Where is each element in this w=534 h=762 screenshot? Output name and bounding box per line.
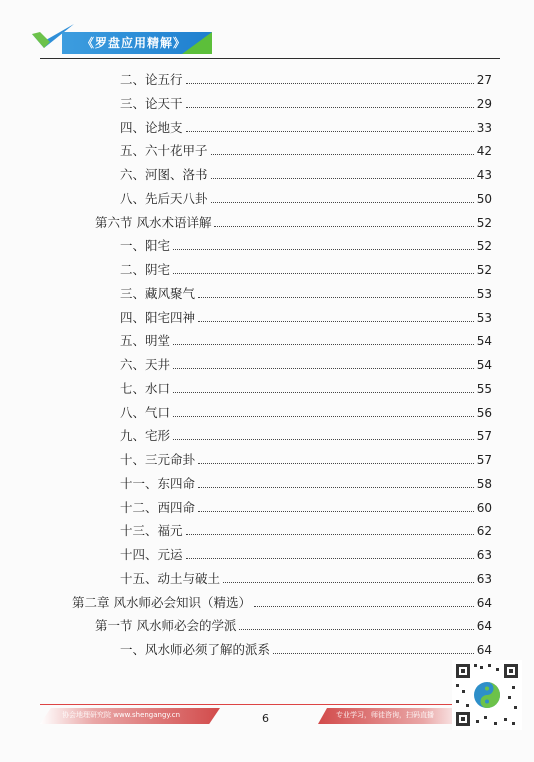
- toc-entry[interactable]: [120, 375, 492, 397]
- dot-leader: [214, 225, 473, 227]
- dot-leader: [198, 296, 474, 298]
- toc-entry-page: 64: [476, 595, 492, 610]
- toc-entry-page: 53: [476, 310, 492, 325]
- dot-leader: [239, 628, 473, 630]
- toc-entry[interactable]: [120, 351, 492, 373]
- dot-leader: [273, 652, 474, 654]
- toc-entry-page: 63: [476, 571, 492, 586]
- toc-entry[interactable]: [120, 90, 492, 112]
- toc-entry-label: 十四、元运: [120, 547, 183, 562]
- toc-entry-label: 一、风水师必须了解的派系: [120, 642, 271, 657]
- qr-code-icon[interactable]: [452, 660, 522, 730]
- toc-entry-page: 62: [476, 524, 492, 539]
- toc-entry-page: 57: [476, 429, 492, 444]
- dot-leader: [173, 343, 474, 345]
- toc-entry-page: 52: [476, 239, 492, 254]
- toc-entry-label: 八、气口: [120, 404, 171, 420]
- toc-entry-page: 58: [476, 476, 492, 491]
- dot-leader: [186, 557, 474, 559]
- dot-leader: [186, 82, 474, 84]
- toc-entry-page: 64: [476, 643, 492, 657]
- toc-entry-page: 43: [476, 168, 492, 182]
- toc-entry[interactable]: [120, 185, 492, 207]
- dot-leader: [198, 486, 474, 488]
- toc-entry-label: 五、明堂: [120, 333, 171, 349]
- toc-entry-label: 第二章 风水师必会知识（精选）: [72, 594, 251, 610]
- toc-entry-page: 60: [476, 500, 492, 515]
- footer-right-text: 专业学习，师徒咨询，扫码直播: [336, 711, 434, 719]
- toc-entry-label: 第六节 风水术语详解: [95, 214, 212, 230]
- toc-entry-page: 42: [476, 144, 492, 159]
- dot-leader: [173, 248, 474, 250]
- dot-leader: [254, 605, 474, 607]
- toc-entry-label: 十五、动土与破土: [120, 570, 221, 586]
- book-title: 《罗盘应用精解》: [82, 36, 187, 50]
- toc-entry-label: 三、论天干: [120, 95, 183, 111]
- toc-entry[interactable]: [120, 565, 492, 587]
- dot-leader: [211, 201, 474, 203]
- toc-entry-label: 六、天井: [120, 357, 171, 372]
- dot-leader: [173, 367, 474, 369]
- dot-leader: [198, 320, 474, 322]
- toc-entry[interactable]: [120, 636, 492, 658]
- toc-entry[interactable]: [120, 66, 492, 88]
- footer-divider: [40, 704, 460, 705]
- toc-entry[interactable]: [120, 232, 492, 254]
- toc-entry[interactable]: [120, 517, 492, 539]
- toc-entry-page: 55: [476, 381, 492, 396]
- toc-entry[interactable]: [72, 589, 492, 611]
- toc-entry-label: 四、论地支: [120, 119, 183, 135]
- toc-entry-label: 二、论五行: [120, 72, 183, 87]
- toc-entry-label: 九、宅形: [120, 428, 171, 444]
- toc-entry-page: 52: [476, 263, 492, 277]
- toc-entry-label: 八、先后天八卦: [120, 190, 208, 206]
- toc-entry-label: 三、藏风聚气: [120, 285, 196, 301]
- toc-entry-page: 64: [476, 619, 492, 634]
- toc-entry-page: 27: [476, 73, 492, 87]
- toc-entry-page: 33: [476, 120, 492, 135]
- page-number: 6: [262, 712, 269, 725]
- dot-leader: [173, 415, 474, 417]
- dot-leader: [211, 177, 474, 179]
- toc-entry[interactable]: [120, 446, 492, 468]
- page-header: [0, 0, 534, 60]
- toc-entry[interactable]: [120, 280, 492, 302]
- toc-entry[interactable]: [120, 161, 492, 183]
- dot-leader: [198, 510, 474, 512]
- toc-entry[interactable]: [95, 612, 492, 634]
- toc-entry-label: 七、水口: [120, 380, 171, 396]
- toc-entry[interactable]: [120, 494, 492, 516]
- dot-leader: [173, 391, 474, 393]
- dot-leader: [186, 130, 474, 132]
- toc-entry-page: 57: [476, 453, 492, 467]
- toc-entry-label: 四、阳宅四神: [120, 309, 196, 325]
- dot-leader: [211, 153, 474, 155]
- toc-entry-label: 第一节 风水师必会的学派: [95, 618, 237, 634]
- header-divider: [40, 58, 500, 59]
- toc-entry-label: 十三、福元: [120, 523, 183, 539]
- toc-entry-page: 50: [476, 191, 492, 206]
- toc-entry-label: 六、河图、洛书: [120, 167, 208, 182]
- dot-leader: [198, 462, 474, 464]
- toc-entry[interactable]: [120, 327, 492, 349]
- footer-left-text: 协会地理研究院 www.shengangy.cn: [62, 711, 181, 719]
- toc-entry-page: 63: [476, 548, 492, 562]
- toc-entry-label: 十二、西四命: [120, 499, 196, 515]
- toc-entry[interactable]: [120, 304, 492, 326]
- dot-leader: [223, 581, 474, 583]
- dot-leader: [173, 272, 474, 274]
- toc-entry[interactable]: [120, 541, 492, 563]
- toc-entry[interactable]: [120, 470, 492, 492]
- toc-entry-page: 56: [476, 405, 492, 420]
- dot-leader: [186, 106, 474, 108]
- toc-entry-label: 十、三元命卦: [120, 452, 196, 467]
- toc-entry[interactable]: [120, 137, 492, 159]
- toc-entry[interactable]: [95, 209, 492, 231]
- toc-entry-label: 二、阴宅: [120, 262, 171, 277]
- toc-entry-page: 53: [476, 286, 492, 301]
- toc-entry-page: 54: [476, 358, 492, 372]
- toc-entry-page: 54: [476, 334, 492, 349]
- toc-entry-label: 一、阳宅: [120, 238, 171, 254]
- toc-entry[interactable]: [120, 422, 492, 444]
- toc-entry[interactable]: [120, 399, 492, 421]
- toc-entry[interactable]: [120, 114, 492, 136]
- dot-leader: [173, 438, 474, 440]
- dot-leader: [186, 533, 474, 535]
- toc-entry-page: 52: [476, 215, 492, 230]
- toc-entry-label: 十一、东四命: [120, 475, 196, 491]
- toc-entry-page: 29: [476, 96, 492, 111]
- toc-entry[interactable]: [120, 256, 492, 278]
- toc-entry-label: 五、六十花甲子: [120, 143, 208, 159]
